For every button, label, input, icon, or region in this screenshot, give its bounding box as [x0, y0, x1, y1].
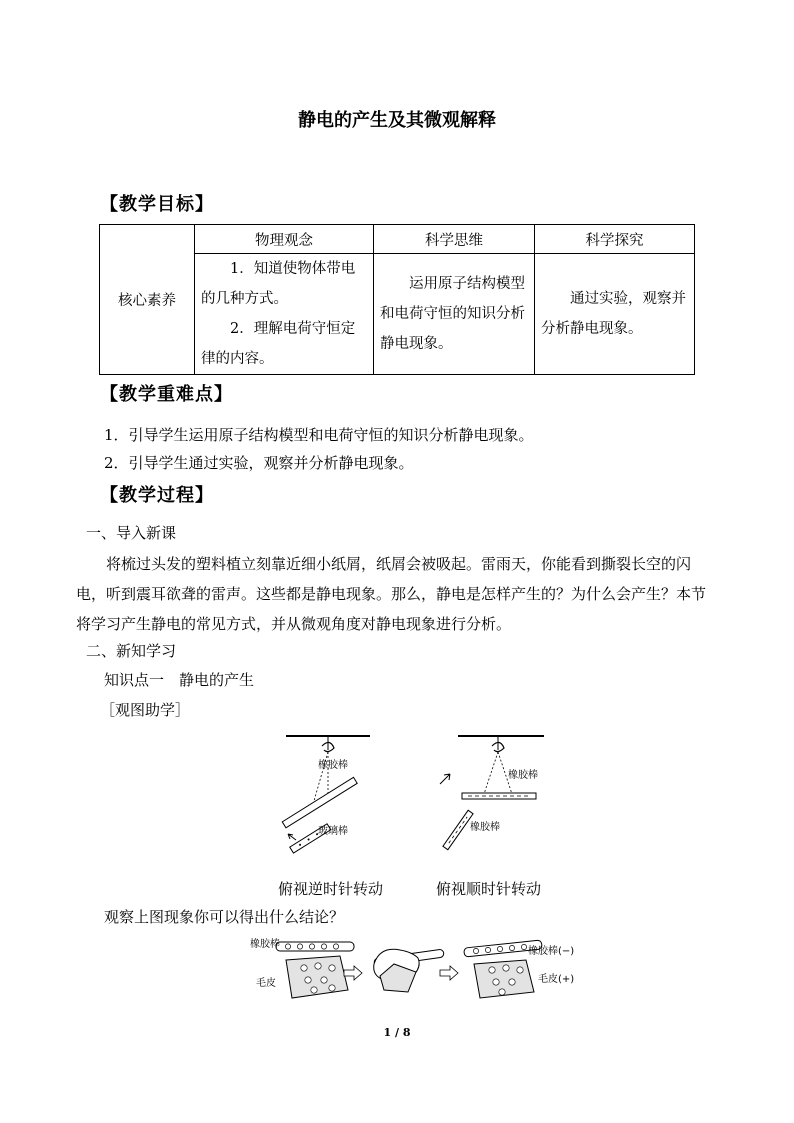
suspension-string-left [484, 752, 498, 794]
header-physics-concept: 物理观念 [195, 225, 374, 254]
key-point-item-1: 1．引导学生运用原子结构模型和电荷守恒的知识分析静电现象。 [104, 426, 534, 444]
motion-arrow-icon [288, 834, 296, 840]
physics-concept-item-2: 2．理解电荷守恒定律的内容。 [201, 321, 356, 367]
label-rubber-rod-bottom: 橡胶棒 [470, 822, 500, 833]
section-heading-goals: 【教学目标】 [100, 194, 214, 215]
label-glass-rod: 玻璃棒 [318, 826, 348, 837]
label-rubber-rod: 橡胶棒 [250, 939, 280, 950]
label-rubber-rod-left: 橡胶棒 [318, 760, 348, 771]
part1-heading: 一、导入新课 [86, 524, 177, 542]
rubber-rod-handheld [443, 810, 473, 849]
motion-arrow-icon [440, 774, 450, 784]
cell-scientific-thinking [374, 254, 535, 375]
goals-table [99, 224, 695, 375]
section-heading-key-points: 【教学重难点】 [100, 384, 233, 405]
knowledge-point-heading: 知识点一 静电的产生 [104, 671, 255, 689]
caption-counterclockwise: 俯视逆时针转动 [278, 880, 384, 898]
figure-left-glass-rod [270, 728, 380, 860]
label-rubber-rod-top: 橡胶棒 [508, 770, 538, 781]
cell-physics-concept [195, 254, 374, 375]
row-label-core-literacy: 核心素养 [100, 225, 195, 375]
label-fur: 毛皮 [256, 978, 276, 989]
section-heading-process: 【教学过程】 [100, 485, 214, 506]
figure-right-rubber-rod [430, 728, 550, 860]
cell-scientific-inquiry [535, 254, 695, 375]
arrow-right-icon [440, 966, 458, 980]
part1-paragraph: 将梳过头发的塑料植立刻靠近细小纸屑，纸屑会被吸起。雷雨天，你能看到撕裂长空的闪电，听到震耳欲聋的雷声。这些都是静电现象。那么，静电是怎样产生的？为什么会产生？本节将学习产生静电的常见方式，并从微观角度对静电现象进行分析。 [76, 555, 707, 633]
rubber-rod-stage1 [276, 942, 354, 951]
label-fur-charged: 毛皮(+) [538, 974, 575, 985]
scientific-inquiry-text: 通过实验，观察并分析静电现象。 [541, 291, 686, 337]
header-scientific-thinking: 科学思维 [374, 225, 535, 254]
physics-concept-item-1: 1．知道使物体带电的几种方式。 [201, 261, 356, 307]
caption-clockwise: 俯视顺时针转动 [436, 880, 542, 898]
key-point-item-2: 2．引导学生通过实验，观察并分析静电现象。 [104, 454, 414, 472]
figure-rubbing-process [248, 934, 588, 1004]
observation-question: 观察上图现象你可以得出什么结论？ [104, 908, 345, 926]
observe-label: ［观图助学］ [100, 701, 191, 719]
label-rubber-rod-charged: 橡胶棒(−) [528, 946, 575, 957]
page-title: 静电的产生及其微观解释 [298, 110, 496, 131]
part2-heading: 二、新知学习 [86, 642, 177, 660]
arrow-right-icon [344, 966, 362, 980]
scientific-thinking-text: 运用原子结构模型和电荷守恒的知识分析静电现象。 [380, 276, 525, 352]
page-number: 1 / 8 [383, 1026, 411, 1039]
header-scientific-inquiry: 科学探究 [535, 225, 695, 254]
rubber-rod [282, 777, 357, 827]
hand-rubbing-illustration [374, 949, 444, 992]
